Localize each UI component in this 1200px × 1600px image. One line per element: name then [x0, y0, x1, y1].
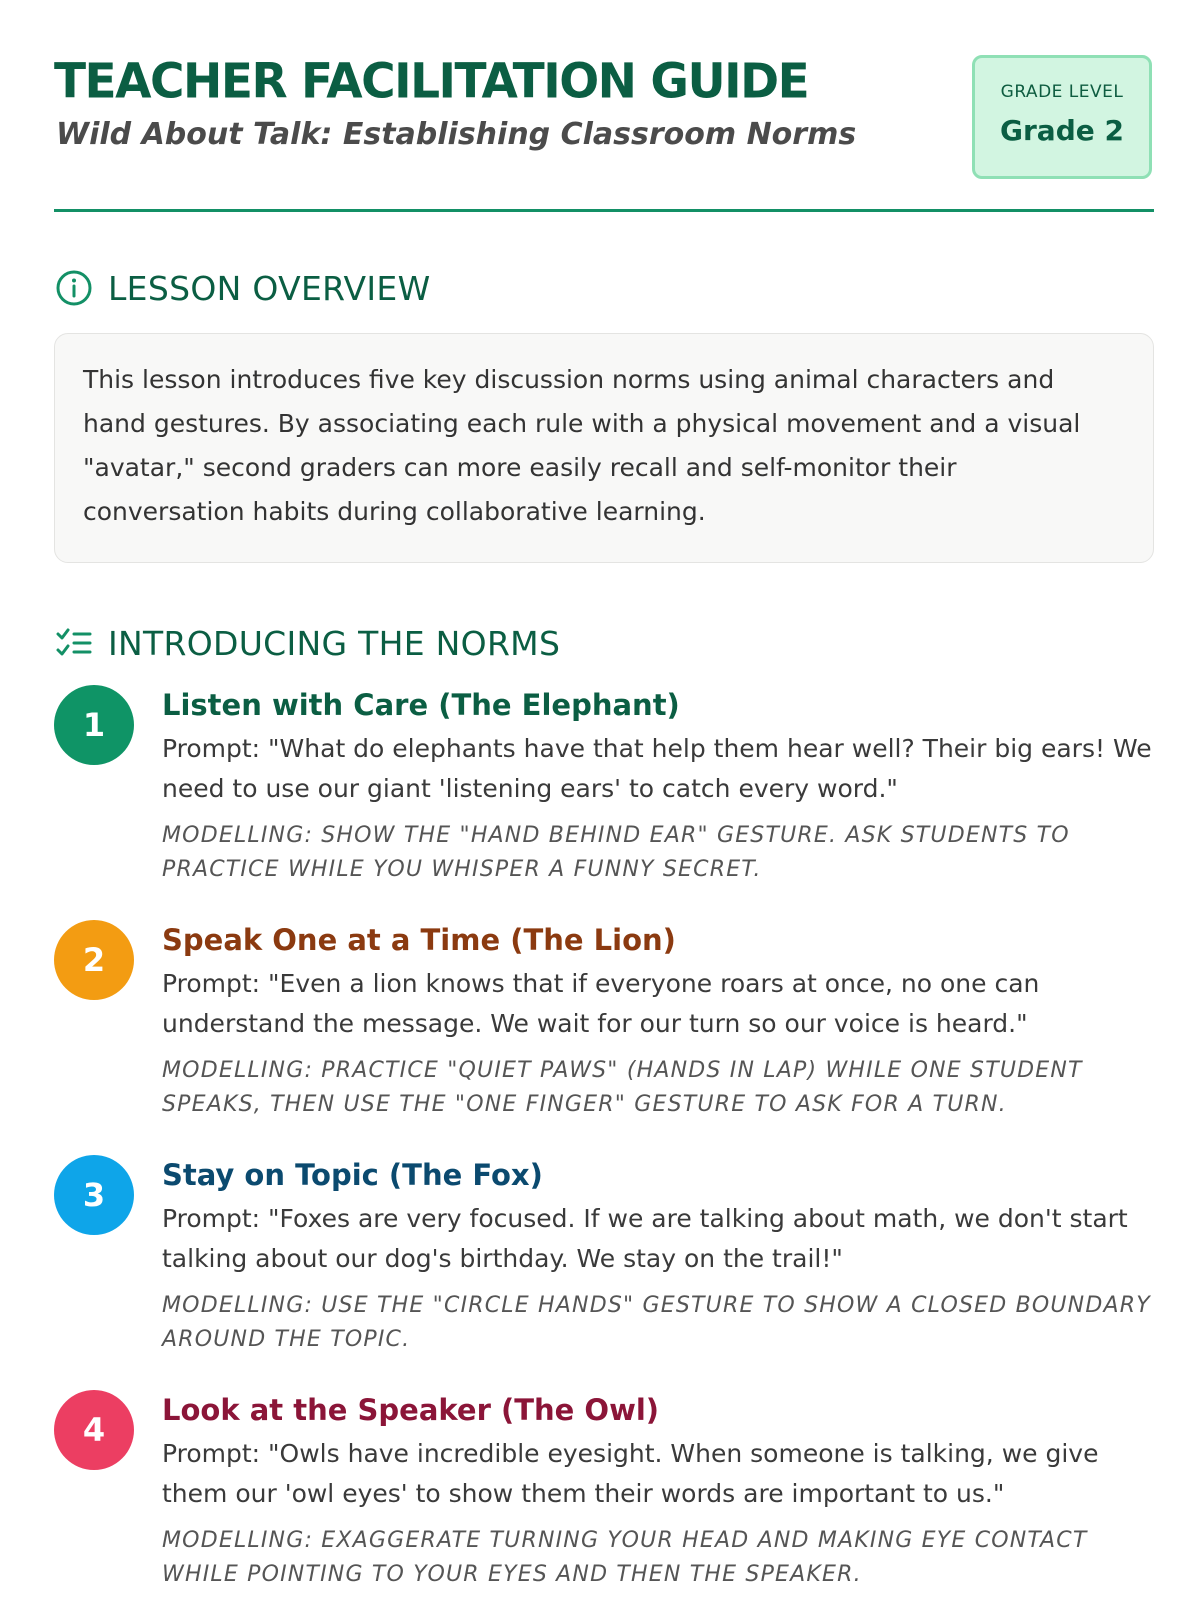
info-circle-icon: [54, 268, 94, 308]
norm-prompt: Prompt: "What do elephants have that help them hear well? Their big ears! We need to use our giant 'listening ears' to catch every word.": [162, 734, 1152, 803]
norm-title: Look at the Speaker (The Owl): [162, 1393, 660, 1427]
header-divider: [54, 209, 1154, 212]
page-title: TEACHER FACILITATION GUIDE: [54, 53, 809, 110]
checklist-icon: [54, 623, 94, 663]
norm-prompt: Prompt: "Foxes are very focused. If we are talking about math, we don't start talking about our dog's birthday. We stay on the trail!": [162, 1204, 1128, 1273]
norm-number-badge: 2: [54, 920, 134, 1000]
norms-heading: [54, 623, 560, 663]
norm-number-badge: 4: [54, 1390, 134, 1470]
lesson-overview-text: This lesson introduces five key discussion norms using animal characters and hand gestures. By associating each rule with a physical movement and a visual "avatar," second graders can more easily recall and self-monitor their conversation habits during collaborative learning.: [83, 365, 1081, 526]
norm-title: Stay on Topic (The Fox): [162, 1158, 543, 1192]
norm-modelling: MODELLING: EXAGGERATE TURNING YOUR HEAD AND MAKING EYE CONTACT WHILE POINTING TO YOUR EYES AND THEN THE SPEAKER.: [162, 1528, 1088, 1587]
norm-modelling: MODELLING: PRACTICE "QUIET PAWS" (HANDS IN LAP) WHILE ONE STUDENT SPEAKS, THEN USE THE "ONE FINGER" GESTURE TO ASK FOR A TURN.: [162, 1058, 1083, 1117]
norm-number-badge: 1: [54, 685, 134, 765]
norm-title: Speak One at a Time (The Lion): [162, 923, 676, 957]
norm-modelling: MODELLING: SHOW THE "HAND BEHIND EAR" GESTURE. ASK STUDENTS TO PRACTICE WHILE YOU WHISPER A FUNNY SECRET.: [162, 823, 1070, 882]
norm-prompt: Prompt: "Owls have incredible eyesight. When someone is talking, we give them our 'owl eyes' to show them their words are important to us.": [162, 1439, 1099, 1508]
norm-number-badge: 3: [54, 1155, 134, 1235]
grade-level-label: GRADE LEVEL: [1000, 82, 1124, 102]
norm-prompt: Prompt: "Even a lion knows that if everyone roars at once, no one can understand the message. We wait for our turn so our voice is heard.": [162, 969, 1040, 1038]
grade-level-badge: [972, 55, 1152, 179]
norm-modelling: MODELLING: USE THE "CIRCLE HANDS" GESTURE TO SHOW A CLOSED BOUNDARY AROUND THE TOPIC.: [162, 1293, 1151, 1352]
lesson-overview-title: LESSON OVERVIEW: [108, 268, 431, 308]
lesson-overview-heading: [54, 268, 431, 308]
grade-level-value: Grade 2: [1000, 114, 1124, 147]
norms-title: INTRODUCING THE NORMS: [108, 623, 561, 663]
lesson-overview-box: [54, 333, 1154, 563]
page-subtitle: Wild About Talk: Establishing Classroom Norms: [56, 117, 857, 152]
norm-title: Listen with Care (The Elephant): [162, 688, 680, 722]
